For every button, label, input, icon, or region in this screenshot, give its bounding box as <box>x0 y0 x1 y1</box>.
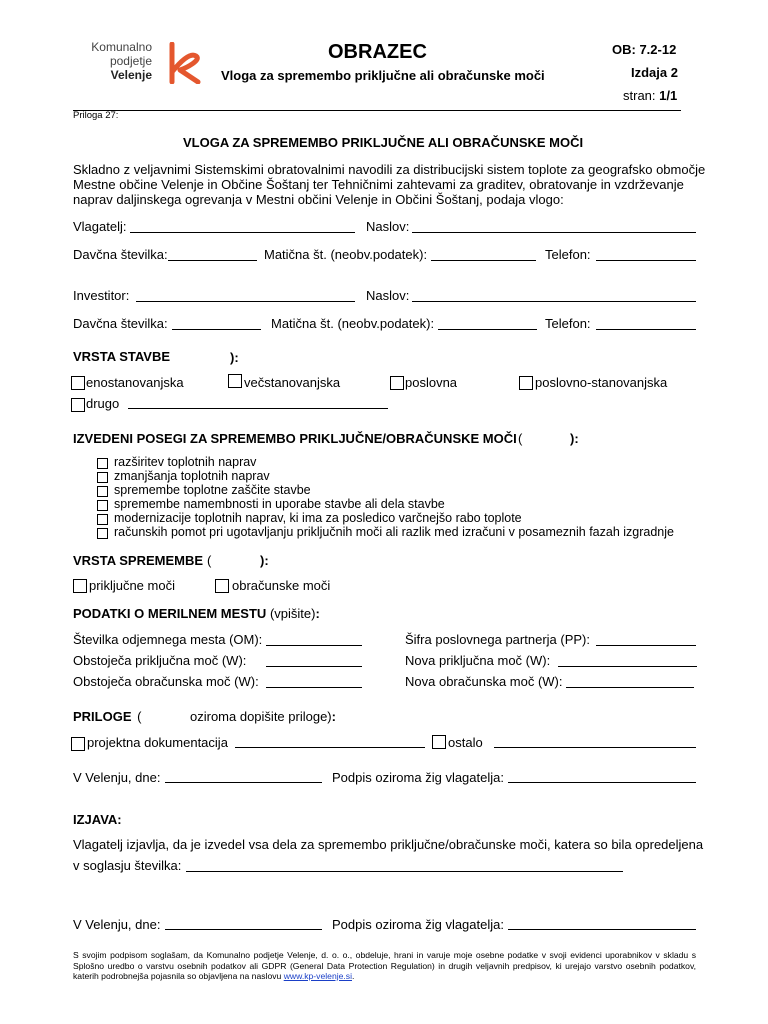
logo-mark-icon <box>166 42 204 84</box>
logo-text-velenje: Velenje <box>110 68 152 82</box>
option-drugo: drugo <box>86 396 120 411</box>
applicant-tax-field[interactable] <box>168 260 257 261</box>
investor-reg-label: Matična št. (neobv.podatek): <box>271 316 435 331</box>
intervention-item-3: spremembe toplotne zaščite stavbe <box>114 483 311 497</box>
option-vecstanovanjska: večstanovanjska <box>244 375 341 390</box>
header-divider <box>73 110 681 111</box>
option-ostalo: ostalo <box>448 735 483 750</box>
attachment-label: Priloga 27: <box>73 110 119 121</box>
om-field[interactable] <box>266 645 362 646</box>
investor-address-field[interactable] <box>412 301 696 302</box>
checkbox-projektna-dokumentacija[interactable] <box>71 737 85 751</box>
new-bill-field[interactable] <box>566 687 694 688</box>
interventions-heading-suffix: ): <box>570 431 579 446</box>
new-conn-field[interactable] <box>558 666 697 667</box>
checkbox-vecstanovanjska[interactable] <box>228 374 242 388</box>
checkbox-razsiritev[interactable] <box>97 458 108 469</box>
statement-line-2: v soglasju številka: <box>73 858 182 873</box>
investor-phone-label: Telefon: <box>545 316 591 331</box>
attachments-heading <box>73 709 141 724</box>
checkbox-toplotne-zascite[interactable] <box>97 486 108 497</box>
applicant-address-label: Naslov: <box>366 219 410 234</box>
drugo-field[interactable] <box>128 408 388 409</box>
projektna-dokumentacija-field[interactable] <box>235 747 425 748</box>
investor-tax-field[interactable] <box>172 329 261 330</box>
option-enostanovanjska: enostanovanjska <box>86 375 184 390</box>
privacy-notice-end: . <box>352 971 355 981</box>
new-bill-label: Nova obračunska moč (W): <box>405 674 563 689</box>
form-subtitle: Vloga za spremembo priključne ali obračunske moči <box>221 68 545 83</box>
option-poslovno-stanovanjska: poslovno-stanovanjska <box>535 375 668 390</box>
applicant-phone-field[interactable] <box>596 260 696 261</box>
meter-heading-text: PODATKI O MERILNEM MESTU <box>73 606 267 621</box>
intervention-item-6: računskih pomot pri ugotavljanju priključnih moči ali razlik med izračuni v posameznih fazah izgradnje <box>114 525 674 539</box>
applicant-address-field[interactable] <box>412 232 696 233</box>
investor-tax-label: Davčna številka: <box>73 316 168 331</box>
meter-heading-note: (vpišite) <box>269 606 316 621</box>
checkbox-racunskih-pomot[interactable] <box>97 528 108 539</box>
existing-conn-field[interactable] <box>266 666 362 667</box>
change-type-heading-suffix: ): <box>260 553 269 568</box>
investor-address-label: Naslov: <box>366 288 410 303</box>
applicant-label: Vlagatelj: <box>73 219 127 234</box>
intervention-item-1: razširitev toplotnih naprav <box>114 455 257 469</box>
checkbox-ostalo[interactable] <box>432 735 446 749</box>
page-prefix: stran: <box>623 88 660 103</box>
intervention-item-2: zmanjšanja toplotnih naprav <box>114 469 270 483</box>
checkbox-poslovno-stanovanjska[interactable] <box>519 376 533 390</box>
pp-field[interactable] <box>596 645 696 646</box>
attachments-heading-note: oziroma dopišite priloge) <box>190 709 332 724</box>
applicant-tax-label: Davčna številka: <box>73 247 168 262</box>
checkbox-zmanjsanja[interactable] <box>97 472 108 483</box>
checkbox-poslovna[interactable] <box>390 376 404 390</box>
date-label-2: V Velenju, dne: <box>73 917 161 932</box>
applicant-reg-field[interactable] <box>431 260 536 261</box>
checkbox-prikljucne-moci[interactable] <box>73 579 87 593</box>
investor-reg-field[interactable] <box>438 329 537 330</box>
existing-bill-label: Obstoječa obračunska moč (W): <box>73 674 259 689</box>
meter-heading <box>73 606 320 621</box>
applicant-reg-label: Matična št. (neobv.podatek): <box>264 247 428 262</box>
intervention-item-5: modernizacije toplotnih naprav, ki ima za posledico varčnejšo rabo toplote <box>114 511 522 525</box>
form-code: OB: 7.2-12 <box>612 42 677 57</box>
ostalo-field[interactable] <box>494 747 696 748</box>
attachments-heading-open: ( <box>137 709 142 724</box>
investor-name-field[interactable] <box>136 301 355 302</box>
intro-line-1: Skladno z veljavnimi Sistemskimi obratovalnimi navodili za distribucijski sistem toplote za geografsko območje <box>73 162 706 177</box>
checkbox-obracunske-moci[interactable] <box>215 579 229 593</box>
checkbox-namembnosti[interactable] <box>97 500 108 511</box>
intro-line-2: Mestne občine Velenje in Občine Šoštanj ter Tehničnimi zahtevami za graditev, obratovanje in vzdrževanje <box>73 177 684 192</box>
interventions-heading: IZVEDENI POSEGI ZA SPREMEMBO PRIKLJUČNE/OBRAČUNSKE MOČI <box>73 431 517 446</box>
sign-label-1: Podpis oziroma žig vlagatelja: <box>332 770 504 785</box>
form-title: OBRAZEC <box>328 41 427 63</box>
option-obracunske-moci: obračunske moči <box>232 578 331 593</box>
page-number <box>623 88 677 103</box>
applicant-name-field[interactable] <box>130 232 355 233</box>
attachments-heading-tail <box>190 709 336 724</box>
change-type-heading: VRSTA SPREMEMBE <box>73 553 204 568</box>
option-projektna-dokumentacija: projektna dokumentacija <box>87 735 228 750</box>
agreement-number-field[interactable] <box>186 871 623 872</box>
privacy-notice-text: S svojim podpisom soglašam, da Komunalno podjetje Velenje, d. o. o., obdeluje, hrani in varuje moje osebne podatke v svoji evidenci uporabnikov v skladu s Splošno uredbo o varstvu osebnih podatkov ali GDPR (General Data Protection Regulation) in drugih veljavnih predpisov, ki urejajo varstvo osebnih podatkov, katerih podrobnejša pojasnila so objavljena na naslovu <box>73 950 696 981</box>
privacy-notice <box>73 950 696 982</box>
date-field-1[interactable] <box>165 782 322 783</box>
main-title: VLOGA ZA SPREMEMBO PRIKLJUČNE ALI OBRAČUNSKE MOČI <box>183 135 584 150</box>
om-label: Številka odjemnega mesta (OM): <box>73 632 263 647</box>
company-logo <box>86 40 206 90</box>
form-edition: Izdaja 2 <box>631 65 678 80</box>
page-value: 1/1 <box>659 88 678 103</box>
logo-text-podjetje: podjetje <box>109 54 152 68</box>
checkbox-enostanovanjska[interactable] <box>71 376 85 390</box>
date-label-1: V Velenju, dne: <box>73 770 161 785</box>
investor-label: Investitor: <box>73 288 130 303</box>
sign-field-2[interactable] <box>508 929 696 930</box>
existing-conn-label: Obstoječa priključna moč (W): <box>73 653 247 668</box>
building-type-heading-suffix: ): <box>230 350 239 365</box>
change-type-heading-open: ( <box>207 553 212 568</box>
statement-line-1: Vlagatelj izjavlja, da je izvedel vsa dela za spremembo priključne/obračunske moči, katera so bila opredeljena <box>73 837 704 852</box>
new-conn-label: Nova priključna moč (W): <box>405 653 551 668</box>
checkbox-drugo[interactable] <box>71 398 85 412</box>
meter-heading-colon: : <box>315 606 320 621</box>
interventions-heading-open: ( <box>518 431 523 446</box>
date-field-2[interactable] <box>165 929 322 930</box>
existing-bill-field[interactable] <box>266 687 362 688</box>
attachments-heading-text: PRILOGE <box>73 709 132 724</box>
pp-label: Šifra poslovnega partnerja (PP): <box>405 632 590 647</box>
sign-field-1[interactable] <box>508 782 696 783</box>
option-prikljucne-moci: priključne moči <box>89 578 175 593</box>
sign-label-2: Podpis oziroma žig vlagatelja: <box>332 917 504 932</box>
building-type-heading: VRSTA STAVBE <box>73 349 171 364</box>
intro-line-3: naprav daljinskega ogrevanja v Mestni občini Velenje in Občini Šoštanj, podaja vlogo: <box>73 192 564 207</box>
checkbox-modernizacije[interactable] <box>97 514 108 525</box>
attachments-heading-colon: : <box>331 709 336 724</box>
applicant-phone-label: Telefon: <box>545 247 591 262</box>
option-poslovna: poslovna <box>405 375 458 390</box>
website-link[interactable]: www.kp-velenje.si <box>283 971 352 981</box>
intervention-item-4: spremembe namembnosti in uporabe stavbe ali dela stavbe <box>114 497 445 511</box>
investor-phone-field[interactable] <box>596 329 696 330</box>
logo-text-komunalno: Komunalno <box>91 40 152 54</box>
statement-heading: IZJAVA: <box>73 812 122 827</box>
